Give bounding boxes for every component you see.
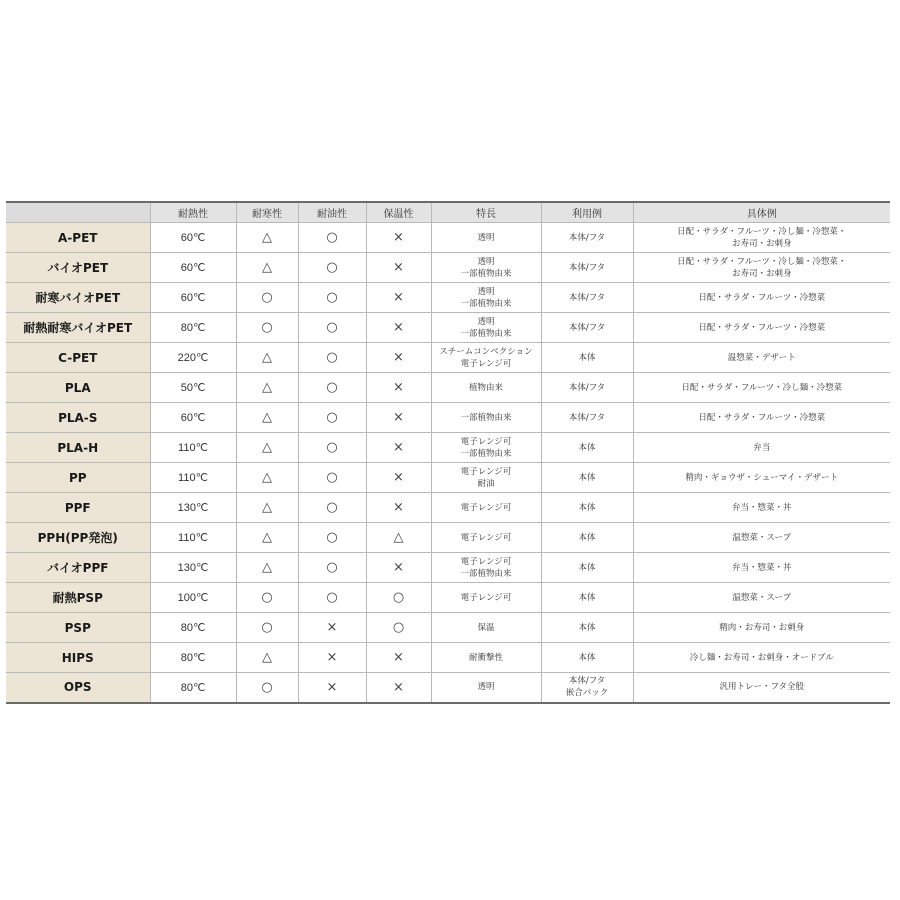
oil-resistance-symbol: ○ (298, 373, 366, 403)
example-cell (633, 613, 890, 643)
usage-cell (541, 223, 633, 253)
example-cell-line: 精肉・お寿司・お刺身 (719, 622, 805, 633)
example-cell (633, 253, 890, 283)
feature-cell (431, 553, 541, 583)
heat-resistance-value: 220℃ (150, 343, 236, 373)
cold-resistance-symbol: △ (236, 523, 298, 553)
heat-resistance-value: 110℃ (150, 523, 236, 553)
cold-resistance-symbol: △ (236, 403, 298, 433)
oil-resistance-symbol: ○ (298, 283, 366, 313)
heat-resistance-value: 80℃ (150, 613, 236, 643)
oil-resistance-symbol: × (298, 673, 366, 703)
example-cell-line: 冷し麺・お寿司・お刺身・オードブル (689, 652, 834, 663)
example-cell-line: 弁当 (753, 442, 771, 453)
example-cell-line: 日配・サラダ・フルーツ・冷惣菜 (698, 412, 826, 423)
usage-cell-line: 本体/フタ (568, 232, 606, 243)
oil-resistance-header: 耐油性 (298, 202, 366, 223)
corner-header (6, 202, 150, 223)
example-cell (633, 343, 890, 373)
oil-resistance-symbol: ○ (298, 343, 366, 373)
example-cell-line: 日配・サラダ・フルーツ・冷し麺・冷惣菜・ (677, 226, 847, 237)
feature-cell (431, 583, 541, 613)
material-name: バイオPPF (6, 553, 150, 583)
usage-cell (541, 343, 633, 373)
cold-resistance-symbol: △ (236, 643, 298, 673)
table-row (6, 343, 890, 373)
usage-cell-line: 本体 (578, 592, 596, 603)
usage-cell (541, 553, 633, 583)
heat-retention-symbol: × (366, 283, 431, 313)
heat-resistance-value: 110℃ (150, 463, 236, 493)
material-name: PSP (6, 613, 150, 643)
oil-resistance-symbol: × (298, 613, 366, 643)
example-cell-line: 弁当・惣菜・丼 (731, 502, 792, 513)
example-cell (633, 223, 890, 253)
cold-resistance-symbol: ○ (236, 283, 298, 313)
usage-cell (541, 463, 633, 493)
usage-cell-line: 本体/フタ (568, 322, 606, 333)
heat-resistance-value: 60℃ (150, 253, 236, 283)
table-row (6, 463, 890, 493)
material-name: PLA-H (6, 433, 150, 463)
feature-header: 特長 (431, 202, 541, 223)
feature-cell (431, 313, 541, 343)
feature-cell-line: 一部植物由来 (460, 412, 512, 423)
feature-cell-line: 電子レンジ可 (460, 502, 512, 513)
usage-cell-line: 本体 (578, 502, 596, 513)
feature-cell (431, 463, 541, 493)
table-row (6, 583, 890, 613)
example-cell-line: 日配・サラダ・フルーツ・冷し麺・冷惣菜 (681, 382, 843, 393)
table-row (6, 433, 890, 463)
feature-cell-line: 電子レンジ可 (460, 436, 512, 447)
feature-cell (431, 673, 541, 703)
usage-cell (541, 493, 633, 523)
material-name: PPF (6, 493, 150, 523)
cold-resistance-symbol: ○ (236, 613, 298, 643)
cold-resistance-symbol: △ (236, 343, 298, 373)
table-row (6, 403, 890, 433)
feature-cell (431, 283, 541, 313)
oil-resistance-symbol: ○ (298, 313, 366, 343)
feature-cell-line: 透明 (477, 316, 495, 327)
usage-cell-line: 本体 (578, 562, 596, 573)
feature-cell (431, 433, 541, 463)
example-header: 具体例 (633, 202, 890, 223)
heat-retention-symbol: × (366, 373, 431, 403)
material-name: 耐熱PSP (6, 583, 150, 613)
feature-cell-line: 一部植物由来 (460, 298, 512, 309)
table-row (6, 613, 890, 643)
feature-cell-line: 電子レンジ可 (460, 466, 512, 477)
feature-cell-line: 一部植物由来 (460, 448, 512, 459)
feature-cell-line: 一部植物由来 (460, 268, 512, 279)
feature-cell (431, 253, 541, 283)
table-row (6, 493, 890, 523)
feature-cell-line: 電子レンジ可 (460, 592, 512, 603)
material-name: PLA (6, 373, 150, 403)
example-cell-line: 日配・サラダ・フルーツ・冷し麺・冷惣菜・ (677, 256, 847, 267)
example-cell-line: 温惣菜・デザート (727, 352, 796, 363)
oil-resistance-symbol: ○ (298, 523, 366, 553)
example-cell-line: 弁当・惣菜・丼 (731, 562, 792, 573)
example-cell-line: 汎用トレー・フタ全般 (719, 682, 804, 693)
heat-resistance-value: 100℃ (150, 583, 236, 613)
heat-resistance-value: 80℃ (150, 673, 236, 703)
usage-cell-line: 本体 (578, 652, 596, 663)
feature-cell (431, 343, 541, 373)
example-cell (633, 493, 890, 523)
example-cell (633, 403, 890, 433)
cold-resistance-header: 耐寒性 (236, 202, 298, 223)
usage-cell (541, 253, 633, 283)
usage-cell-line: 本体/フタ (568, 382, 606, 393)
feature-cell-line: 一部植物由来 (460, 568, 512, 579)
material-name: A-PET (6, 223, 150, 253)
example-cell-line: 精肉・ギョウザ・シューマイ・デザート (685, 472, 839, 483)
heat-resistance-value: 50℃ (150, 373, 236, 403)
table-row (6, 253, 890, 283)
feature-cell-line: 透明 (477, 232, 495, 243)
example-cell (633, 583, 890, 613)
heat-resistance-value: 80℃ (150, 313, 236, 343)
usage-cell (541, 613, 633, 643)
heat-retention-header: 保温性 (366, 202, 431, 223)
cold-resistance-symbol: △ (236, 553, 298, 583)
oil-resistance-symbol: ○ (298, 403, 366, 433)
table-row (6, 523, 890, 553)
heat-resistance-value: 60℃ (150, 223, 236, 253)
usage-cell (541, 643, 633, 673)
material-name: HIPS (6, 643, 150, 673)
heat-resistance-value: 60℃ (150, 283, 236, 313)
feature-cell (431, 493, 541, 523)
heat-retention-symbol: ○ (366, 583, 431, 613)
heat-retention-symbol: × (366, 433, 431, 463)
usage-cell (541, 433, 633, 463)
cold-resistance-symbol: △ (236, 223, 298, 253)
heat-resistance-value: 110℃ (150, 433, 236, 463)
example-cell (633, 673, 890, 703)
feature-cell-line: 保温 (477, 622, 495, 633)
usage-cell-line: 本体 (578, 472, 596, 483)
usage-cell (541, 373, 633, 403)
usage-cell-line: 嵌合パック (565, 688, 609, 699)
feature-cell-line: 植物由来 (468, 382, 503, 393)
usage-header: 利用例 (541, 202, 633, 223)
table-row (6, 283, 890, 313)
example-cell (633, 373, 890, 403)
example-cell-line: 日配・サラダ・フルーツ・冷惣菜 (698, 322, 826, 333)
oil-resistance-symbol: ○ (298, 463, 366, 493)
example-cell (633, 523, 890, 553)
oil-resistance-symbol: × (298, 643, 366, 673)
feature-cell (431, 523, 541, 553)
usage-cell-line: 本体 (578, 622, 596, 633)
example-cell (633, 433, 890, 463)
usage-cell (541, 583, 633, 613)
feature-cell-line: 耐衝撃性 (468, 652, 503, 663)
usage-cell-line: 本体/フタ (568, 292, 606, 303)
usage-cell (541, 523, 633, 553)
feature-cell-line: 電子レンジ可 (460, 358, 512, 369)
table-row (6, 223, 890, 253)
heat-resistance-value: 80℃ (150, 643, 236, 673)
oil-resistance-symbol: ○ (298, 253, 366, 283)
usage-cell (541, 283, 633, 313)
table-row (6, 313, 890, 343)
usage-cell-line: 本体 (578, 352, 596, 363)
cold-resistance-symbol: △ (236, 493, 298, 523)
material-name: 耐寒バイオPET (6, 283, 150, 313)
feature-cell-line: 透明 (477, 286, 495, 297)
example-cell (633, 553, 890, 583)
table-row (6, 673, 890, 703)
header-row (6, 202, 890, 223)
example-cell-line: 日配・サラダ・フルーツ・冷惣菜 (698, 292, 826, 303)
heat-retention-symbol: × (366, 253, 431, 283)
feature-cell-line: 一部植物由来 (460, 328, 512, 339)
heat-resistance-value: 60℃ (150, 403, 236, 433)
usage-cell-line: 本体 (578, 442, 596, 453)
usage-cell-line: 本体/フタ (568, 412, 606, 423)
feature-cell-line: 電子レンジ可 (460, 532, 512, 543)
heat-resistance-header: 耐熱性 (150, 202, 236, 223)
heat-retention-symbol: × (366, 463, 431, 493)
heat-retention-symbol: × (366, 553, 431, 583)
feature-cell (431, 223, 541, 253)
feature-cell (431, 613, 541, 643)
example-cell (633, 463, 890, 493)
oil-resistance-symbol: ○ (298, 553, 366, 583)
feature-cell-line: スチームコンベクション (439, 346, 533, 357)
oil-resistance-symbol: ○ (298, 493, 366, 523)
usage-cell-line: 本体/フタ (568, 676, 606, 687)
material-name: OPS (6, 673, 150, 703)
usage-cell-line: 本体 (578, 532, 596, 543)
material-name: C-PET (6, 343, 150, 373)
heat-retention-symbol: × (366, 643, 431, 673)
heat-retention-symbol: × (366, 313, 431, 343)
feature-cell (431, 373, 541, 403)
heat-retention-symbol: × (366, 343, 431, 373)
cold-resistance-symbol: ○ (236, 313, 298, 343)
example-cell-line: お寿司・お刺身 (731, 238, 792, 249)
oil-resistance-symbol: ○ (298, 433, 366, 463)
usage-cell (541, 673, 633, 703)
example-cell-line: お寿司・お刺身 (731, 268, 792, 279)
cold-resistance-symbol: △ (236, 463, 298, 493)
material-name: 耐熱耐寒バイオPET (6, 313, 150, 343)
feature-cell (431, 643, 541, 673)
material-spec-table (6, 201, 890, 704)
feature-cell (431, 403, 541, 433)
heat-retention-symbol: × (366, 403, 431, 433)
cold-resistance-symbol: △ (236, 253, 298, 283)
cold-resistance-symbol: △ (236, 373, 298, 403)
feature-cell-line: 透明 (477, 256, 495, 267)
heat-retention-symbol: ○ (366, 613, 431, 643)
cold-resistance-symbol: ○ (236, 673, 298, 703)
oil-resistance-symbol: ○ (298, 223, 366, 253)
material-name: PLA-S (6, 403, 150, 433)
example-cell-line: 温惣菜・スープ (732, 592, 792, 603)
heat-retention-symbol: × (366, 673, 431, 703)
usage-cell-line: 本体/フタ (568, 262, 606, 273)
cold-resistance-symbol: △ (236, 433, 298, 463)
feature-cell-line: 透明 (477, 682, 495, 693)
heat-resistance-value: 130℃ (150, 553, 236, 583)
heat-retention-symbol: △ (366, 523, 431, 553)
example-cell (633, 643, 890, 673)
example-cell (633, 313, 890, 343)
oil-resistance-symbol: ○ (298, 583, 366, 613)
cold-resistance-symbol: ○ (236, 583, 298, 613)
heat-resistance-value: 130℃ (150, 493, 236, 523)
usage-cell (541, 403, 633, 433)
table-row (6, 373, 890, 403)
material-name: PP (6, 463, 150, 493)
table-row (6, 553, 890, 583)
usage-cell (541, 313, 633, 343)
feature-cell-line: 耐油 (477, 478, 495, 489)
table-row (6, 643, 890, 673)
material-name: バイオPET (6, 253, 150, 283)
heat-retention-symbol: × (366, 493, 431, 523)
material-name: PPH(PP発泡) (6, 523, 150, 553)
feature-cell-line: 電子レンジ可 (460, 556, 512, 567)
heat-retention-symbol: × (366, 223, 431, 253)
example-cell (633, 283, 890, 313)
example-cell-line: 温惣菜・スープ (732, 532, 792, 543)
